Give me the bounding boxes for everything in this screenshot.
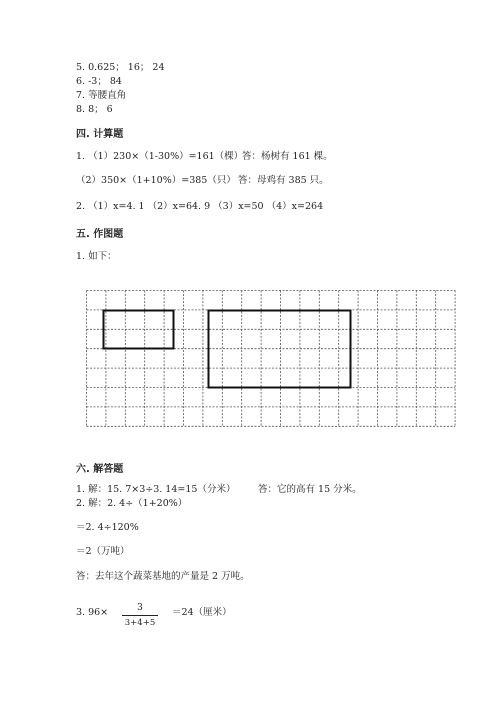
drawing-grid <box>86 290 460 428</box>
section-4-title: 四. 计算题 <box>76 129 124 140</box>
fraction-bar <box>122 615 158 616</box>
section-5-title: 五. 作图题 <box>76 229 124 240</box>
section-4-q1-part1: 1. （1）230×（1-30%）=161（棵） <box>76 151 244 162</box>
section-6-q3-fraction <box>122 603 158 629</box>
section-4-q2: 2. （1）x=4. 1 （2）x=64. 9 （3）x=50 （4）x=264 <box>76 201 324 212</box>
answer-5: 5. 0.625； 16； 24 <box>76 62 165 73</box>
section-6-q2-line2: ＝2. 4÷120% <box>76 522 139 533</box>
fraction-numerator: 3 <box>137 603 143 613</box>
section-6-q2-answer: 答：去年这个蔬菜基地的产量是 2 万吨。 <box>76 571 250 582</box>
small-rectangle <box>104 311 174 349</box>
section-6-q3-result: ＝24（厘米） <box>172 607 232 618</box>
section-6-q2-line3: ＝2（万吨） <box>76 546 130 557</box>
answer-8: 8. 8； 6 <box>76 104 113 115</box>
answer-7: 7. 等腰直角 <box>76 90 127 101</box>
answer-6: 6. -3； 84 <box>76 76 122 87</box>
section-6-q2-line1: 2. 解：2. 4÷（1+20%） <box>76 498 188 509</box>
section-6-q3-prefix: 3. 96× <box>76 607 109 618</box>
section-4-q1-part1-answer: 答：杨树有 161 棵。 <box>242 151 333 162</box>
section-6-q1: 1. 解：15. 7×3÷3. 14=15（分米） <box>76 484 236 495</box>
section-4-q1-part2-answer: 答：母鸡有 385 只。 <box>238 175 329 186</box>
fraction-denominator: 3+4+5 <box>124 618 156 628</box>
section-5-q1: 1. 如下： <box>76 251 117 262</box>
section-6-q1-answer: 答：它的高有 15 分米。 <box>258 484 362 495</box>
section-6-title: 六. 解答题 <box>76 464 124 475</box>
section-4-q1-part2: （2）350×（1+10%）=385（只） <box>76 175 236 186</box>
